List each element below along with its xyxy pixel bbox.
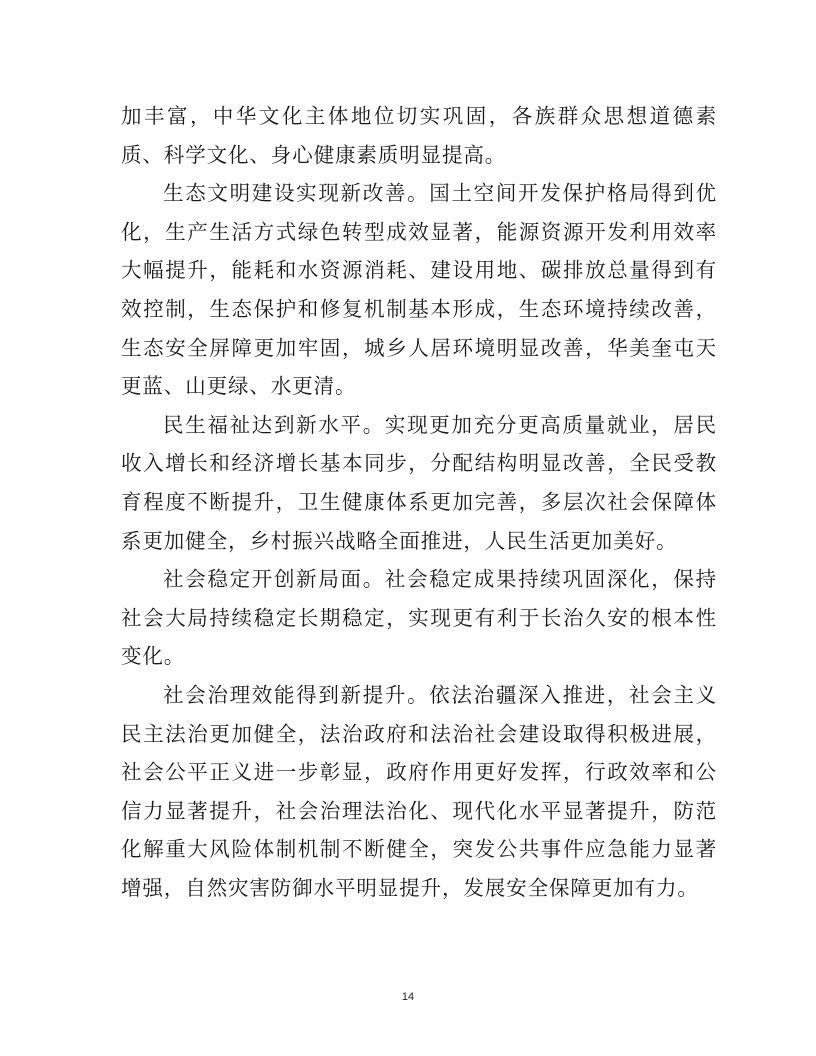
paragraph-heading: 生态文明建设实现新改善。 [163, 181, 430, 206]
body-text [121, 97, 717, 907]
paragraph-text: 社会稳定成果持续巩固深化，保持社会大局持续稳定长期稳定，实现更有利于长治久安的根本性变化。 [121, 567, 718, 669]
paragraph-continuation [121, 97, 717, 174]
paragraph-text: 实现更加充分更高质量就业，居民收入增长和经济增长基本同步，分配结构明显改善，全民受教育程度不断提升，卫生健康体系更加完善，多层次社会保障体系更加健全，乡村振兴战略全面推进，人民生活更加美好。 [121, 412, 718, 553]
paragraph-heading: 民生福祉达到新水平。 [163, 412, 385, 437]
paragraph-social-stability [121, 560, 717, 676]
paragraph-text: 国土空间开发保护格局得到优化，生产生活方式绿色转型成效显著，能源资源开发利用效率大幅提升，能耗和水资源消耗、建设用地、碳排放总量得到有效控制，生态保护和修复机制基本形成，生态环境持续改善，生态安全屏障更加牢固，城乡人居环境明显改善，华美奎屯天更蓝、山更绿、水更清。 [121, 181, 717, 399]
paragraph-heading: 社会治理效能得到新提升。 [163, 682, 430, 707]
paragraph-ecological-civilization [121, 174, 717, 406]
paragraph-heading: 社会稳定开创新局面。 [163, 567, 385, 592]
paragraph-social-governance [121, 676, 717, 908]
paragraph-livelihood [121, 406, 717, 560]
page-number: 14 [401, 991, 415, 1003]
paragraph-text: 依法治疆深入推进，社会主义民主法治更加健全，法治政府和法治社会建设取得积极进展，社会公平正义进一步彰显，政府作用更好发挥，行政效率和公信力显著提升，社会治理法治化、现代化水平显著提升，防范化解重大风险体制机制不断健全，突发公共事件应急能力显著增强，自然灾害防御水平明显提升，发展安全保障更加有力。 [121, 682, 717, 900]
paragraph-text: 加丰富，中华文化主体地位切实巩固，各族群众思想道德素质、科学文化、身心健康素质明显提高。 [121, 104, 717, 167]
